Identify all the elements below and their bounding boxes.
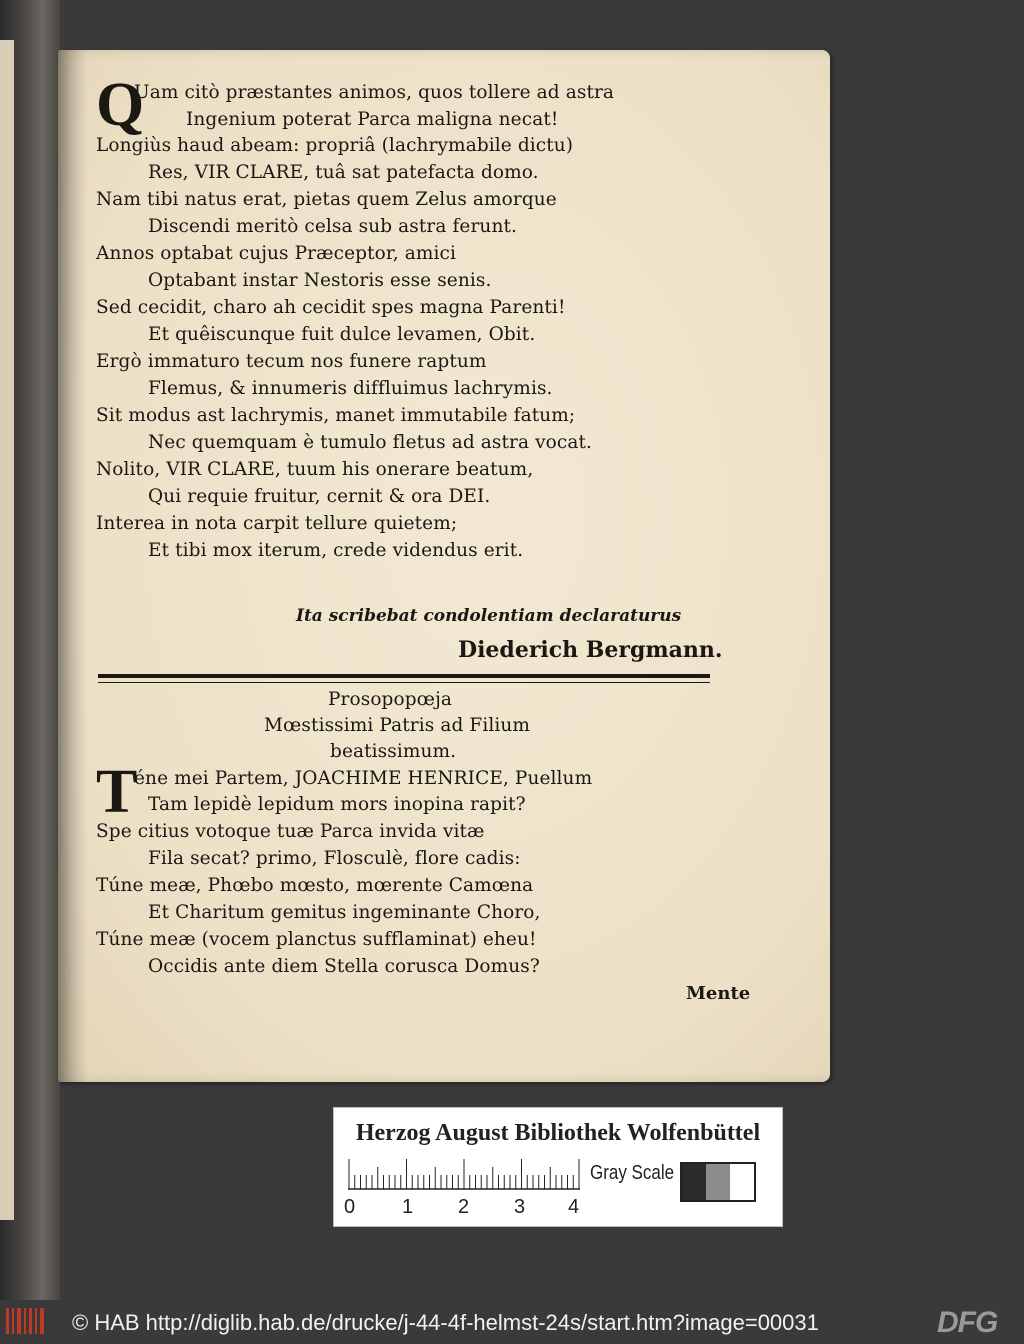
poem1-line: Et quêiscunque fuit dulce levamen, Obit. <box>148 324 536 345</box>
gray-swatch-mid <box>706 1164 730 1200</box>
poem2-line: Túne meæ (vocem planctus sufflaminat) eheu! <box>96 929 537 950</box>
ruler <box>348 1156 580 1190</box>
ruler-label: 0 <box>344 1196 356 1218</box>
ruler-label: 3 <box>514 1196 526 1218</box>
gray-scale-swatches <box>680 1162 756 1202</box>
copyright-url[interactable]: © HAB http://diglib.hab.de/drucke/j-44-4f-helmst-24s/start.htm?image=00031 <box>72 1310 819 1335</box>
poem1-line: Nam tibi natus erat, pietas quem Zelus amorque <box>96 189 557 210</box>
poem1-line: Longiùs haud abeam: propriâ (lachrymabile dictu) <box>96 135 574 156</box>
poem2-line: Et Charitum gemitus ingeminante Choro, <box>148 902 541 923</box>
poem2-line: Tam lepidè lepidum mors inopina rapit? <box>148 794 526 815</box>
poem2-heading: beatissimum. <box>330 741 457 762</box>
poem2-line: Spe citius votoque tuæ Parca invida vitæ <box>96 821 485 842</box>
document-page <box>58 50 830 1082</box>
poem2-heading: Mœstissimi Patris ad Filium <box>264 715 531 736</box>
signature-prefix: Ita scribebat condolentiam declaraturus <box>296 606 682 626</box>
gray-swatch-light <box>730 1164 754 1200</box>
ruler-ticks <box>348 1156 580 1190</box>
gray-scale-label: Gray Scale <box>590 1162 675 1184</box>
ruler-label: 4 <box>568 1196 580 1218</box>
ruler-labels <box>342 1196 602 1220</box>
poem1-line: Qui requie fruitur, cernit & ora DEI. <box>148 486 491 507</box>
page-gutter-shadow <box>58 50 88 1082</box>
poem1-line: Sed cecidit, charo ah cecidit spes magna Parenti! <box>96 297 566 318</box>
poem2-line: éne mei Partem, JOACHIME HENRICE, Puellum <box>134 768 593 789</box>
dropcap-t: T <box>96 758 138 826</box>
catchword: Mente <box>686 983 751 1004</box>
poem1-line: Optabant instar Nestoris esse senis. <box>148 270 492 291</box>
library-name: Herzog August Bibliothek Wolfenbüttel <box>355 1120 761 1146</box>
poem1-line: Nolito, VIR CLARE, tuum his onerare beatum, <box>96 459 534 480</box>
gray-swatch-dark <box>682 1164 706 1200</box>
poem2-line: Occidis ante diem Stella corusca Domus? <box>148 956 540 977</box>
poem2-line: Túne meæ, Phœbo mœsto, mœrente Camœna <box>96 875 534 896</box>
poem1-line: Ergò immaturo tecum nos funere raptum <box>96 351 487 372</box>
poem1-line: Discendi meritò celsa sub astra ferunt. <box>148 216 517 237</box>
poem1-line: Annos optabat cujus Præceptor, amici <box>96 243 456 264</box>
poem1-line: Interea in nota carpit tellure quietem; <box>96 513 458 534</box>
barcode-icon <box>6 1306 46 1336</box>
color-scale-card <box>333 1107 783 1227</box>
ruler-label: 1 <box>402 1196 414 1218</box>
poem1-line: Ingenium poterat Parca maligna necat! <box>186 109 559 130</box>
poem1-line: Et tibi mox iterum, crede videndus erit. <box>148 540 524 561</box>
section-divider-rule <box>98 674 710 683</box>
signature: Diederich Bergmann. <box>458 637 723 663</box>
left-page-edge <box>0 0 60 1300</box>
poem2-heading: Prosopopœja <box>328 689 453 710</box>
poem1-line: Sit modus ast lachrymis, manet immutabile fatum; <box>96 405 576 426</box>
adjacent-page-sliver <box>0 40 14 1220</box>
poem1-line: Flemus, & innumeris diffluimus lachrymis. <box>148 378 553 399</box>
poem1-line: Nec quemquam è tumulo fletus ad astra vocat. <box>148 432 593 453</box>
ruler-label: 2 <box>458 1196 470 1218</box>
poem1-line: Uam citò præstantes animos, quos tollere ad astra <box>134 82 615 103</box>
dropcap-q: Q <box>96 71 145 139</box>
dfg-logo: DFG <box>937 1306 998 1339</box>
poem2-line: Fila secat? primo, Flosculè, flore cadis: <box>148 848 521 869</box>
poem1-line: Res, VIR CLARE, tuâ sat patefacta domo. <box>148 162 539 183</box>
footer-bar <box>0 1302 1024 1344</box>
